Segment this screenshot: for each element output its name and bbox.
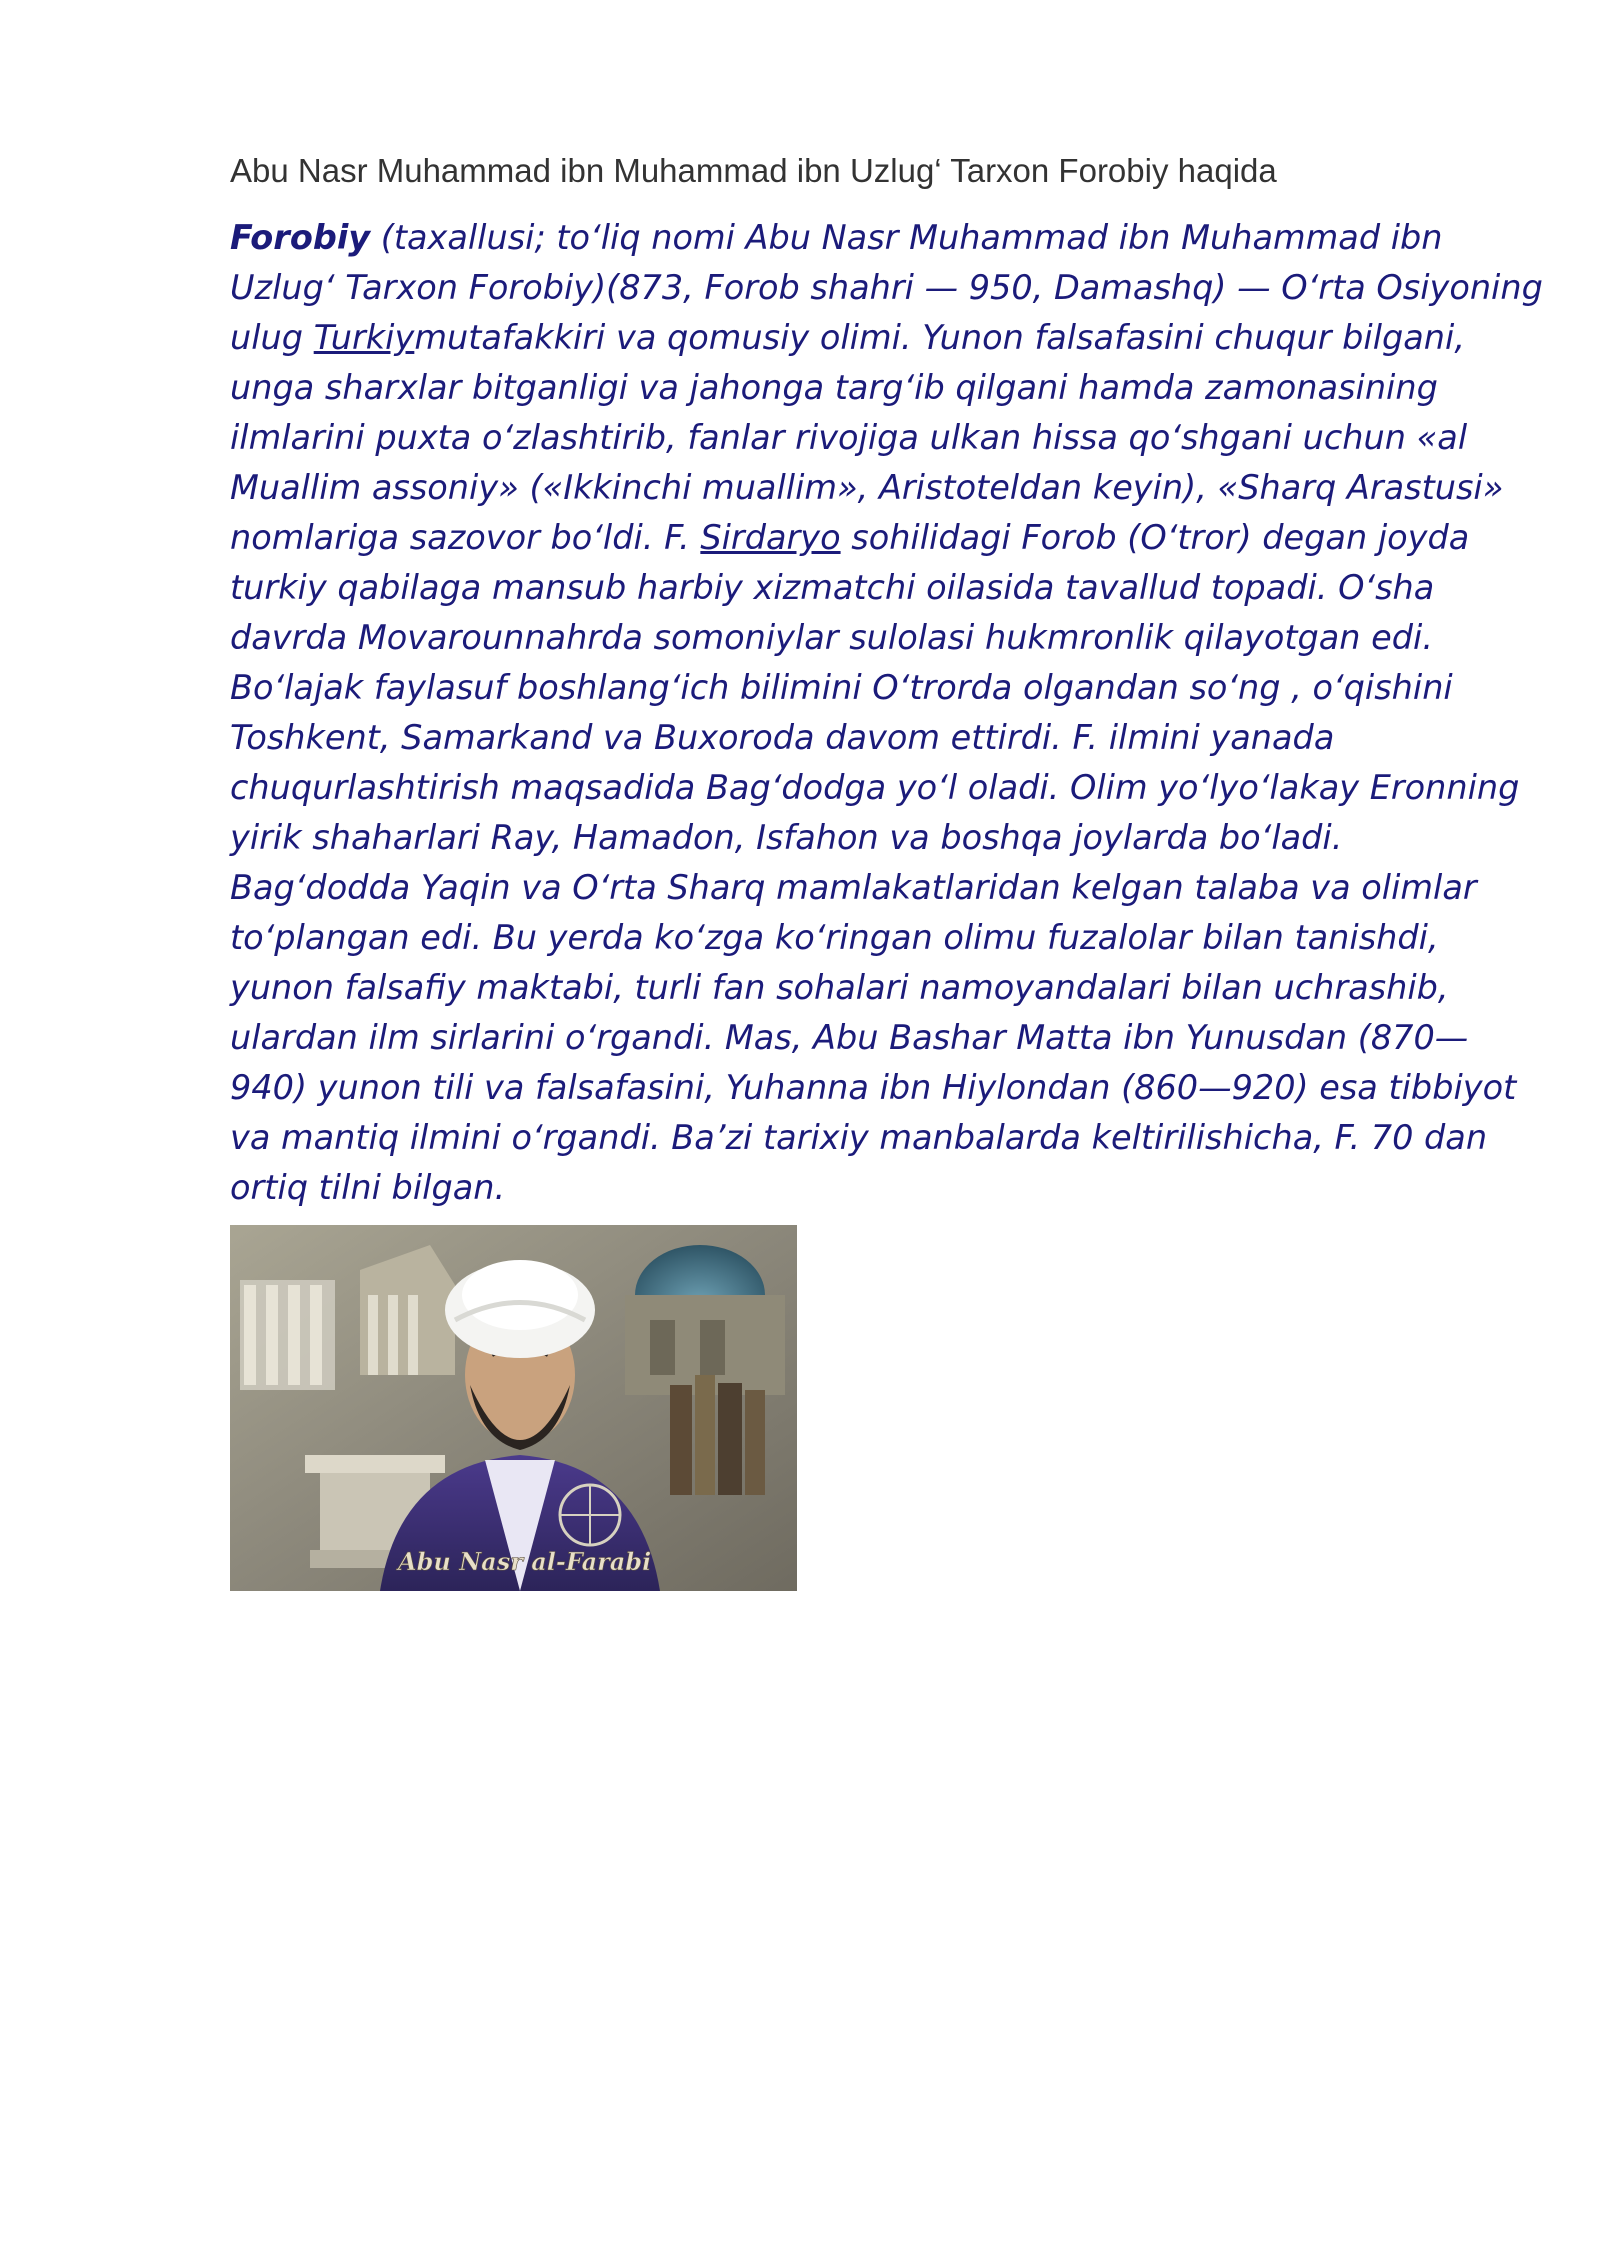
page-title: Abu Nasr Muhammad ibn Muhammad ibn Uzlug‘ Tarxon Forobiy haqida	[230, 152, 1277, 189]
paragraph-line	[230, 1163, 1530, 1213]
text-span: nomlariga sazovor bo‘ldi. F.	[230, 518, 701, 557]
text-span: sohilidagi Forob (O‘tror) degan joyda	[840, 518, 1470, 557]
text-span: chuqurlashtirish maqsadida Bag‘dodga yo‘l oladi. Olim yo‘lyo‘lakay Eronning	[230, 768, 1520, 807]
paragraph-line	[230, 513, 1530, 563]
text-span: Toshkent, Samarkand va Buxoroda davom ettirdi. F. ilmini yanada	[230, 718, 1335, 757]
paragraph-line	[230, 1063, 1530, 1113]
text-span: va mantiq ilmini o‘rgandi. Ba’zi tarixiy manbalarda keltirilishicha, F. 70 dan	[230, 1118, 1488, 1157]
portrait-caption: Abu Nasr al-Farabi	[398, 1547, 652, 1576]
text-span: ulardan ilm sirlarini o‘rgandi. Mas, Abu Bashar Matta ibn Yunusdan (870—	[230, 1018, 1469, 1057]
paragraph-line	[230, 963, 1530, 1013]
paragraph-line	[230, 763, 1530, 813]
text-span: (taxallusi; to‘liq nomi Abu Nasr Muhammad ibn Muhammad ibn	[370, 218, 1443, 257]
text-span: Uzlug‘ Tarxon Forobiy)(873, Forob shahri — 950, Damashq) — O‘rta Osiyoning	[230, 268, 1543, 307]
link-turkiy[interactable]: Turkiy	[313, 318, 415, 357]
text-span: turkiy qabilaga mansub harbiy xizmatchi oilasida tavallud topadi. O‘sha	[230, 568, 1435, 607]
paragraph-line	[230, 1013, 1530, 1063]
link-sirdaryo[interactable]: Sirdaryo	[700, 518, 841, 557]
paragraph-line	[230, 713, 1530, 763]
body-paragraph	[230, 213, 1543, 1213]
text-span: Bag‘dodda Yaqin va O‘rta Sharq mamlakatlaridan kelgan talaba va olimlar	[230, 868, 1477, 907]
paragraph-line	[230, 663, 1530, 713]
text-span: ortiq tilni bilgan.	[230, 1168, 506, 1207]
paragraph-line	[230, 263, 1543, 313]
text-span: unga sharxlar bitganligi va jahonga targ‘ib qilgani hamda zamonasining	[230, 368, 1438, 407]
text-span: ilmlarini puxta o‘zlashtirib, fanlar rivojiga ulkan hissa qo‘shgani uchun «al	[230, 418, 1468, 457]
text-span: davrda Movarounnahrda somoniylar sulolasi hukmronlik qilayotgan edi.	[230, 618, 1433, 657]
paragraph-line	[230, 813, 1530, 863]
text-span: ulug	[230, 318, 314, 357]
text-span: 940) yunon tili va falsafasini, Yuhanna ibn Hiylondan (860—920) esa tibbiyot	[230, 1068, 1517, 1107]
paragraph-line	[230, 363, 1530, 413]
text-span: Muallim assoniy» («Ikkinchi muallim», Aristoteldan keyin), «Sharq Arastusi»	[230, 468, 1504, 507]
text-span: Bo‘lajak faylasuf boshlang‘ich bilimini O‘trorda olgandan so‘ng , o‘qishini	[230, 668, 1453, 707]
term-heading: Forobiy	[230, 218, 371, 257]
paragraph-line	[230, 613, 1530, 663]
paragraph-line	[230, 1113, 1530, 1163]
paragraph-line	[230, 463, 1530, 513]
paragraph-line	[230, 563, 1530, 613]
paragraph-line	[230, 213, 1530, 263]
paragraph-line	[230, 863, 1530, 913]
paragraph-line	[230, 913, 1530, 963]
portrait-image	[230, 1225, 797, 1591]
text-span: yirik shaharlari Ray, Hamadon, Isfahon va boshqa joylarda bo‘ladi.	[230, 818, 1343, 857]
text-span: yunon falsafiy maktabi, turli fan sohalari namoyandalari bilan uchrashib,	[230, 968, 1449, 1007]
text-span: to‘plangan edi. Bu yerda ko‘zga ko‘ringan olimu fuzalolar bilan tanishdi,	[230, 918, 1439, 957]
text-span: mutafakkiri va qomusiy olimi. Yunon falsafasini chuqur bilgani,	[414, 318, 1465, 357]
paragraph-line	[230, 313, 1530, 363]
paragraph-line	[230, 413, 1530, 463]
